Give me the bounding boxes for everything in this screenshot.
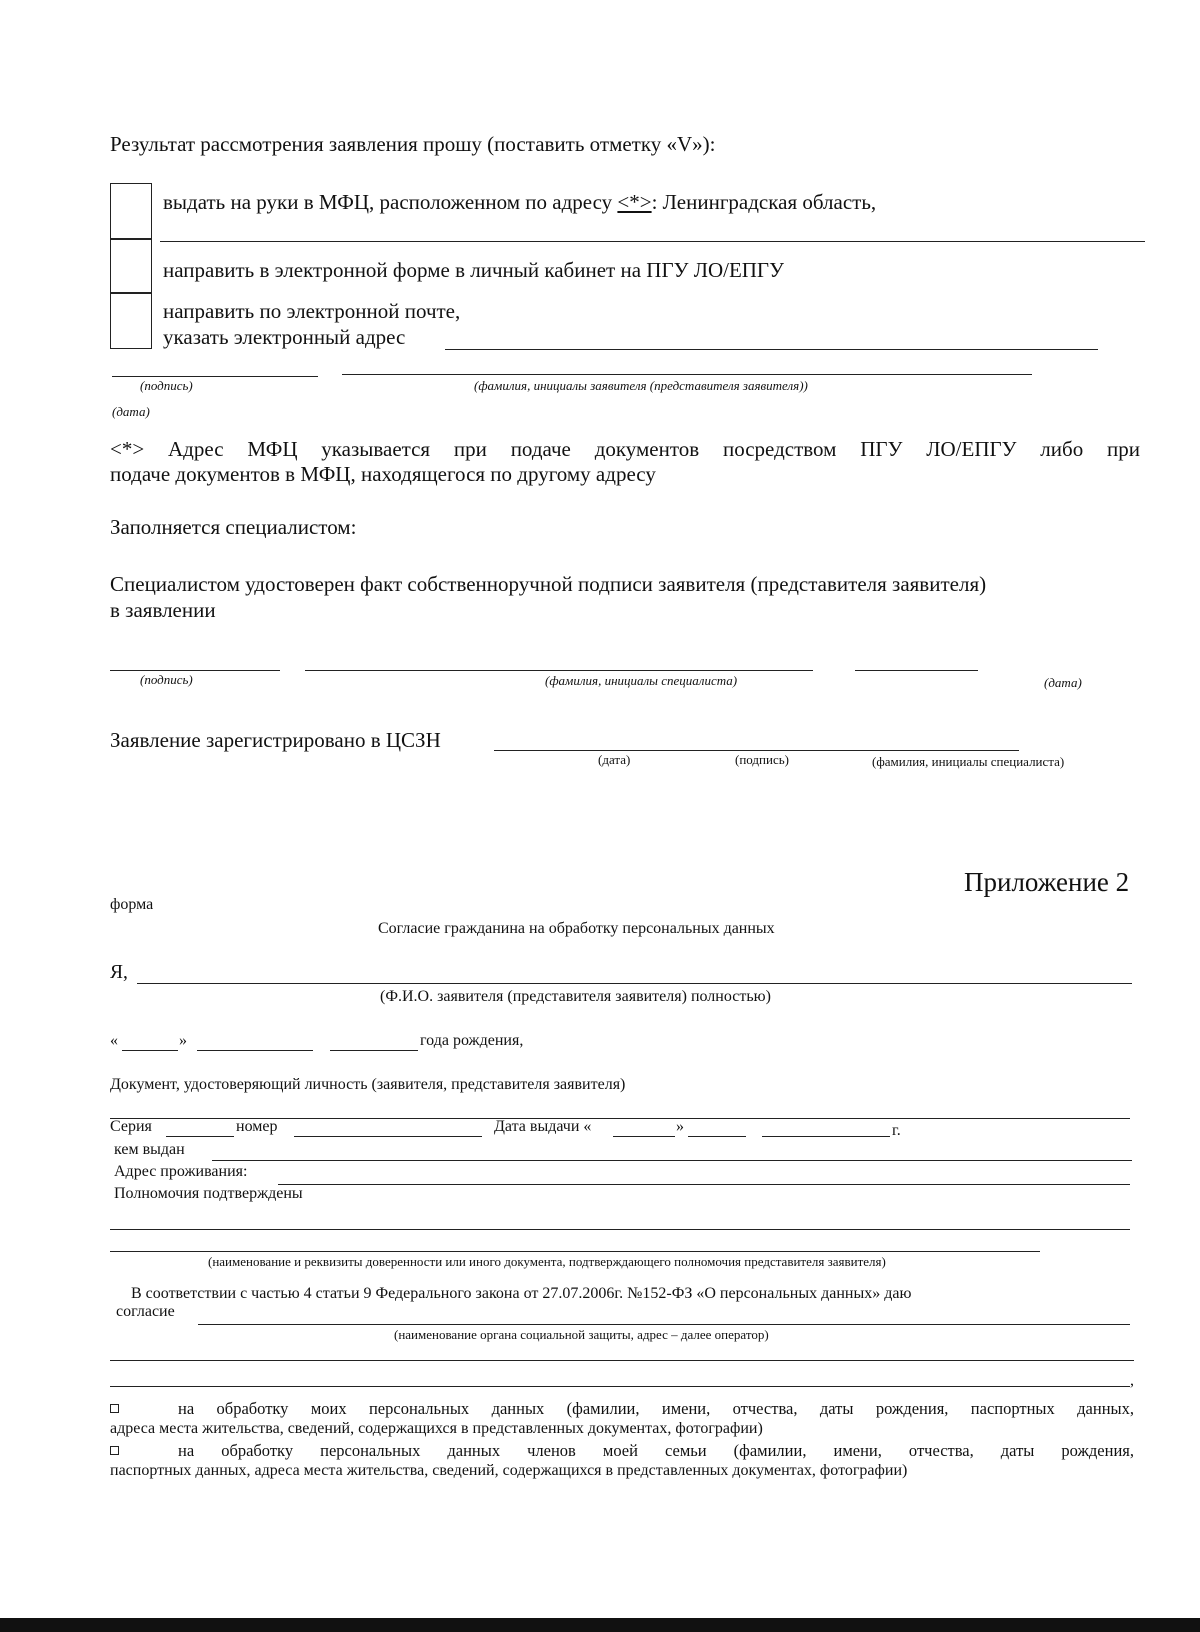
issue-year-suffix: г. bbox=[892, 1122, 901, 1139]
address-label: Адрес проживания: bbox=[114, 1163, 248, 1180]
specialist-name-caption: (фамилия, инициалы специалиста) bbox=[545, 673, 738, 688]
footnote-ref: <*> bbox=[617, 190, 652, 214]
birth-month-line[interactable] bbox=[197, 1050, 313, 1051]
consent-own-data-line2: адреса места жительства, сведений, содержащихся в представленных документах, фотографии) bbox=[110, 1420, 763, 1437]
operator-caption: (наименование органа социальной защиты, адрес – далее оператор) bbox=[394, 1327, 769, 1342]
operator-line1[interactable] bbox=[198, 1324, 1130, 1325]
registration-line[interactable] bbox=[494, 750, 1019, 751]
specialist-date-line[interactable] bbox=[855, 670, 978, 671]
registration-label: Заявление зарегистрировано в ЦСЗН bbox=[110, 728, 441, 752]
applicant-signature-caption: (подпись) bbox=[140, 378, 193, 393]
specialist-verified-line1: Специалистом удостоверен факт собственноручной подписи заявителя (представителя заявителя) bbox=[110, 572, 987, 596]
specialist-signature-line[interactable] bbox=[110, 670, 280, 671]
option-handover-label bbox=[163, 190, 876, 215]
consent-family-data-checkbox[interactable] bbox=[110, 1446, 119, 1455]
issue-year-line[interactable] bbox=[762, 1136, 890, 1137]
law-line2: согласие bbox=[116, 1303, 175, 1320]
issue-month-line[interactable] bbox=[688, 1136, 746, 1137]
address-line[interactable] bbox=[278, 1184, 1130, 1185]
birth-open-quote: « bbox=[110, 1032, 118, 1049]
consent-own-data-line1: на обработку моих персональных данных (фамилии, имени, отчества, даты рождения, паспортных данных, bbox=[178, 1399, 1134, 1418]
option-handover-tail: : Ленинградская область, bbox=[651, 190, 877, 214]
issue-date-close: » bbox=[676, 1118, 684, 1135]
result-heading: Результат рассмотрения заявления прошу (поставить отметку «V»): bbox=[110, 132, 716, 156]
authority-line1[interactable] bbox=[110, 1229, 1130, 1230]
consent-title: Согласие гражданина на обработку персональных данных bbox=[378, 920, 775, 937]
option-handover-text: выдать на руки в МФЦ, расположенном по адресу bbox=[163, 190, 618, 214]
birth-year-line[interactable] bbox=[330, 1050, 418, 1051]
issued-by-line[interactable] bbox=[212, 1160, 1132, 1161]
specialist-date-caption: (дата) bbox=[1044, 675, 1082, 690]
appendix-title: Приложение 2 bbox=[964, 867, 1130, 897]
email-address-label: указать электронный адрес bbox=[163, 325, 406, 349]
number-line[interactable] bbox=[294, 1136, 482, 1137]
operator-line3[interactable] bbox=[110, 1386, 1130, 1387]
consent-family-data-line2: паспортных данных, адреса места жительства, сведений, содержащихся в представленных документах, фотографии) bbox=[110, 1462, 908, 1479]
footnote-line2: подаче документов в МФЦ, находящегося по другому адресу bbox=[110, 462, 656, 486]
option-electronic-cabinet-label: направить в электронной форме в личный кабинет на ПГУ ЛО/ЕПГУ bbox=[163, 258, 784, 282]
footnote-line1: <*> Адрес МФЦ указывается при подаче документов посредством ПГУ ЛО/ЕПГУ либо при bbox=[110, 437, 1140, 461]
fio-line[interactable] bbox=[137, 983, 1132, 984]
id-doc-label: Документ, удостоверяющий личность (заявителя, представителя заявителя) bbox=[110, 1076, 626, 1093]
applicant-name-line[interactable] bbox=[342, 374, 1032, 375]
birth-label: года рождения, bbox=[420, 1032, 524, 1049]
birth-close-quote: » bbox=[179, 1032, 187, 1049]
number-label: номер bbox=[236, 1118, 278, 1135]
specialist-signature-caption: (подпись) bbox=[140, 672, 193, 687]
applicant-name-caption: (фамилия, инициалы заявителя (представителя заявителя)) bbox=[474, 378, 808, 393]
authority-caption: (наименование и реквизиты доверенности или иного документа, подтверждающего полномочия представителя заявителя) bbox=[208, 1254, 886, 1269]
birth-day-line[interactable] bbox=[122, 1050, 178, 1051]
registration-signature-caption: (подпись) bbox=[735, 752, 789, 767]
consent-own-data-checkbox[interactable] bbox=[110, 1404, 119, 1413]
law-line1: В соответствии с частью 4 статьи 9 Федерального закона от 27.07.2006г. №152-ФЗ «О персональных данных» даю bbox=[131, 1285, 912, 1302]
option-email-checkbox[interactable] bbox=[110, 293, 152, 349]
registration-date-caption: (дата) bbox=[598, 752, 631, 767]
operator-trailing-comma: , bbox=[1130, 1372, 1134, 1389]
form-label: форма bbox=[110, 896, 154, 913]
consent-family-data-line1: на обработку персональных данных членов моей семьи (фамилии, имени, отчества, даты рождения, bbox=[178, 1441, 1134, 1460]
operator-line2[interactable] bbox=[110, 1360, 1134, 1361]
i-label: Я, bbox=[110, 962, 128, 983]
issue-day-line[interactable] bbox=[613, 1136, 675, 1137]
option-handover-checkbox[interactable] bbox=[110, 183, 152, 239]
specialist-verified-line2: в заявлении bbox=[110, 598, 216, 622]
scan-bottom-edge bbox=[0, 1618, 1200, 1632]
fio-caption: (Ф.И.О. заявителя (представителя заявителя) полностью) bbox=[380, 988, 771, 1005]
mfc-address-line[interactable] bbox=[160, 241, 1145, 242]
series-label: Серия bbox=[110, 1118, 152, 1135]
specialist-heading: Заполняется специалистом: bbox=[110, 515, 357, 539]
authority-line2[interactable] bbox=[110, 1251, 1040, 1252]
registration-name-caption: (фамилия, инициалы специалиста) bbox=[872, 754, 1065, 769]
applicant-date-caption: (дата) bbox=[112, 404, 150, 419]
applicant-signature-line[interactable] bbox=[112, 376, 318, 377]
authority-label: Полномочия подтверждены bbox=[114, 1185, 303, 1202]
issue-date-label: Дата выдачи « bbox=[494, 1118, 592, 1135]
issued-by-label: кем выдан bbox=[114, 1141, 185, 1158]
email-address-line[interactable] bbox=[445, 349, 1098, 350]
option-email-label: направить по электронной почте, bbox=[163, 299, 461, 323]
specialist-name-line[interactable] bbox=[305, 670, 813, 671]
option-electronic-cabinet-checkbox[interactable] bbox=[110, 239, 152, 293]
series-line[interactable] bbox=[166, 1136, 234, 1137]
